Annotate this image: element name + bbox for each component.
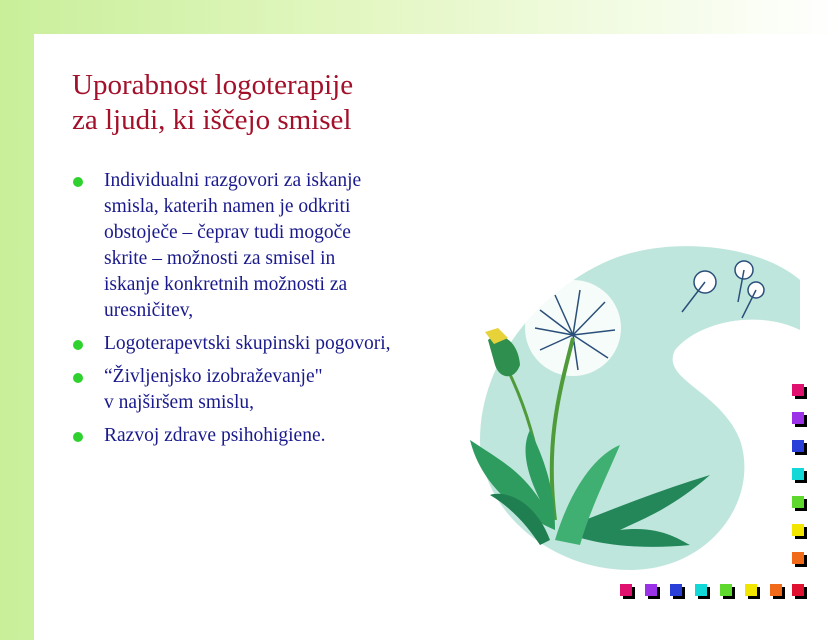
title-line-2: za ljudi, ki iščejo smisel bbox=[72, 104, 352, 136]
decor-square bbox=[645, 584, 657, 596]
bullet-line: Razvoj zdrave psihohigiene. bbox=[104, 425, 326, 446]
decor-square bbox=[792, 584, 804, 596]
decor-square bbox=[792, 440, 804, 452]
decor-square bbox=[792, 468, 804, 480]
bullet-item bbox=[70, 423, 470, 449]
bullet-line: skrite – možnosti za smisel in bbox=[104, 248, 336, 269]
bullet-line: v najširšem smislu, bbox=[104, 392, 255, 413]
bullet-line: “Življenjsko izobraževanje" bbox=[104, 366, 323, 387]
decor-square bbox=[745, 584, 757, 596]
bullet-dot-icon bbox=[73, 340, 83, 350]
decor-square bbox=[720, 584, 732, 596]
bullet-line: uresničitev, bbox=[104, 300, 194, 321]
bullet-line: smisla, katerih namen je odkriti bbox=[104, 196, 351, 217]
bullet-dot-icon bbox=[73, 432, 83, 442]
bullet-item bbox=[70, 331, 470, 357]
slide-title bbox=[72, 68, 353, 138]
decor-square bbox=[770, 584, 782, 596]
decor-square bbox=[792, 524, 804, 536]
dandelion-illustration bbox=[460, 240, 805, 580]
decor-square bbox=[792, 496, 804, 508]
decor-square bbox=[792, 552, 804, 564]
decor-square bbox=[792, 412, 804, 424]
decor-square bbox=[620, 584, 632, 596]
bullet-line: Logoterapevtski skupinski pogovori, bbox=[104, 333, 391, 354]
bullet-dot-icon bbox=[73, 177, 83, 187]
bullet-item bbox=[70, 168, 470, 324]
title-line-1: Uporabnost logoterapije bbox=[72, 69, 354, 101]
decor-square bbox=[670, 584, 682, 596]
decor-square bbox=[792, 384, 804, 396]
bullet-line: iskanje konkretnih možnosti za bbox=[104, 274, 348, 295]
bullet-item bbox=[70, 364, 470, 416]
bullet-list bbox=[70, 168, 470, 456]
decor-square bbox=[695, 584, 707, 596]
bullet-dot-icon bbox=[73, 373, 83, 383]
bullet-line: obstoječe – čeprav tudi mogoče bbox=[104, 222, 351, 243]
seed-head-glow bbox=[525, 280, 621, 376]
bullet-line: Individualni razgovori za iskanje bbox=[104, 170, 362, 191]
